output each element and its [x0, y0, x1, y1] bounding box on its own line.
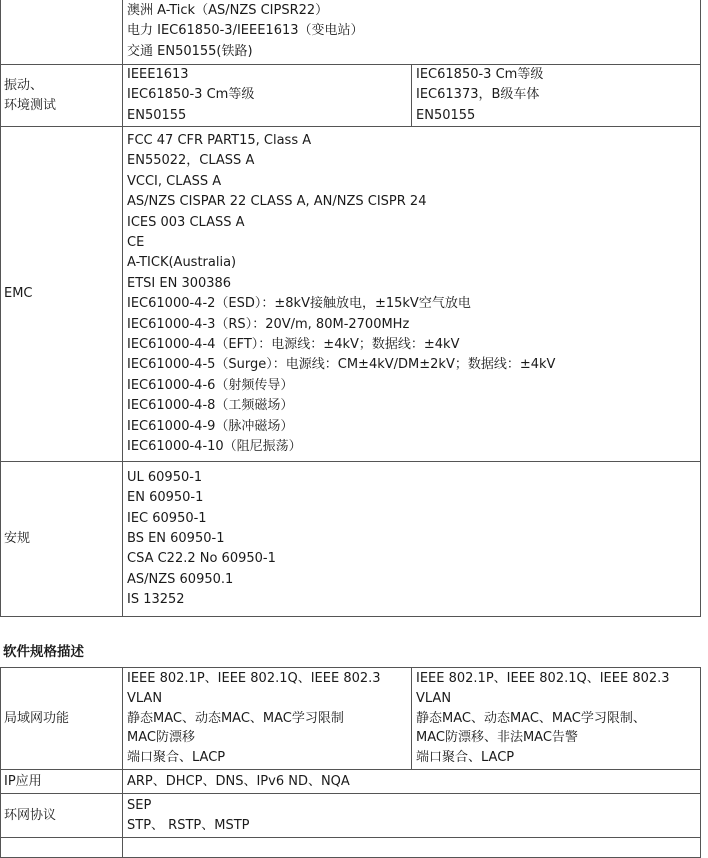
- list-item: UL 60950-1: [127, 469, 203, 485]
- vibration-left-value: [123, 65, 412, 127]
- lan-label: 局域网功能: [1, 668, 123, 770]
- list-item: IEC61000-4-3（RS）：20V/m, 80M-2700MHz: [127, 316, 410, 332]
- list-item: IEEE1613: [127, 67, 189, 82]
- list-item: 静态MAC、动态MAC、MAC学习限制、: [416, 710, 646, 726]
- emc-value: [123, 127, 701, 462]
- list-item: 静态MAC、动态MAC、MAC学习限制: [127, 710, 344, 726]
- ip-value: ARP、DHCP、DNS、IPv6 ND、NQA: [123, 770, 701, 794]
- list-item: IS 13252: [127, 592, 185, 608]
- safety-row: [1, 462, 701, 617]
- certifications-label: [1, 0, 123, 65]
- list-item: EN55022，CLASS A: [127, 153, 255, 169]
- list-item: IEC61000-4-5（Surge）：电源线：CM±4kV/DM±2kV；数据线：±4kV: [127, 357, 556, 373]
- next-row-label: [1, 838, 123, 858]
- list-item: 澳洲 A-Tick（AS/NZS CIPSR22）: [127, 2, 329, 18]
- list-item: ETSI EN 300386: [127, 275, 232, 291]
- list-item: 端口聚合、LACP: [416, 750, 515, 766]
- software-section-title: 软件规格描述: [3, 644, 84, 660]
- ring-label: 环网协议: [1, 794, 123, 838]
- list-item: IEC61000-4-8（工频磁场）: [127, 398, 294, 414]
- list-item: IEC61000-4-2（ESD）：±8kV接触放电，±15kV空气放电: [127, 296, 471, 312]
- certifications-value: [123, 0, 701, 65]
- list-item: CE: [127, 235, 145, 250]
- list-item: IEC61000-4-9（脉冲磁场）: [127, 418, 294, 434]
- list-item: STP、 RSTP、MSTP: [127, 817, 250, 833]
- list-item: ICES 003 CLASS A: [127, 214, 245, 230]
- list-item: BS EN 60950-1: [127, 531, 225, 547]
- list-item: FCC 47 CFR PART15, Class A: [127, 132, 312, 148]
- list-item: EN 60950-1: [127, 490, 204, 506]
- vibration-row: [1, 65, 701, 127]
- list-item: IEC61373，B级车体: [416, 87, 540, 103]
- list-item: IEC61850-3 Cm等级: [127, 87, 255, 103]
- list-item: VCCI, CLASS A: [127, 173, 222, 189]
- list-item: 交通 EN50155(铁路): [127, 43, 253, 59]
- vibration-right-value: [412, 65, 701, 127]
- list-item: IEC61000-4-6（射频传导）: [127, 377, 294, 393]
- lan-right-value: [412, 668, 701, 770]
- ip-label: IP应用: [1, 770, 123, 794]
- list-item: AS/NZS CISPAR 22 CLASS A, AN/NZS CISPR 24: [127, 194, 427, 210]
- vibration-label: 振动、 环境测试: [1, 65, 123, 127]
- list-item: 电力 IEC61850-3/IEEE1613（变电站）: [127, 23, 364, 39]
- lan-left-value: [123, 668, 412, 770]
- list-item: IEC61850-3 Cm等级: [416, 67, 544, 82]
- next-row-value: [123, 838, 701, 858]
- list-item: CSA C22.2 No 60950-1: [127, 551, 276, 567]
- emc-row: [1, 127, 701, 462]
- list-item: A-TICK(Australia): [127, 255, 237, 271]
- software-spec-table: [0, 667, 701, 858]
- list-item: IEEE 802.1P、IEEE 802.1Q、IEEE 802.3: [127, 671, 381, 687]
- certifications-row: [1, 0, 701, 65]
- safety-value: [123, 462, 701, 617]
- lan-row: [1, 668, 701, 770]
- next-row: [1, 838, 701, 858]
- list-item: EN50155: [416, 107, 476, 123]
- list-item: IEC61000-4-10（阻尼振荡）: [127, 439, 302, 455]
- list-item: SEP: [127, 797, 152, 813]
- ring-row: [1, 794, 701, 838]
- ip-row: [1, 770, 701, 794]
- list-item: 端口聚合、LACP: [127, 750, 226, 766]
- list-item: VLAN: [416, 690, 452, 706]
- list-item: MAC防漂移、非法MAC告警: [416, 730, 578, 746]
- list-item: IEC61000-4-4（EFT）：电源线：±4kV；数据线：±4kV: [127, 337, 460, 353]
- emc-label: EMC: [1, 127, 123, 462]
- safety-label: 安规: [1, 462, 123, 617]
- list-item: AS/NZS 60950.1: [127, 571, 234, 587]
- list-item: IEEE 802.1P、IEEE 802.1Q、IEEE 802.3: [416, 671, 670, 687]
- list-item: MAC防漂移: [127, 730, 195, 746]
- list-item: IEC 60950-1: [127, 510, 207, 526]
- list-item: EN50155: [127, 107, 187, 123]
- ring-value: [123, 794, 701, 838]
- list-item: VLAN: [127, 690, 163, 706]
